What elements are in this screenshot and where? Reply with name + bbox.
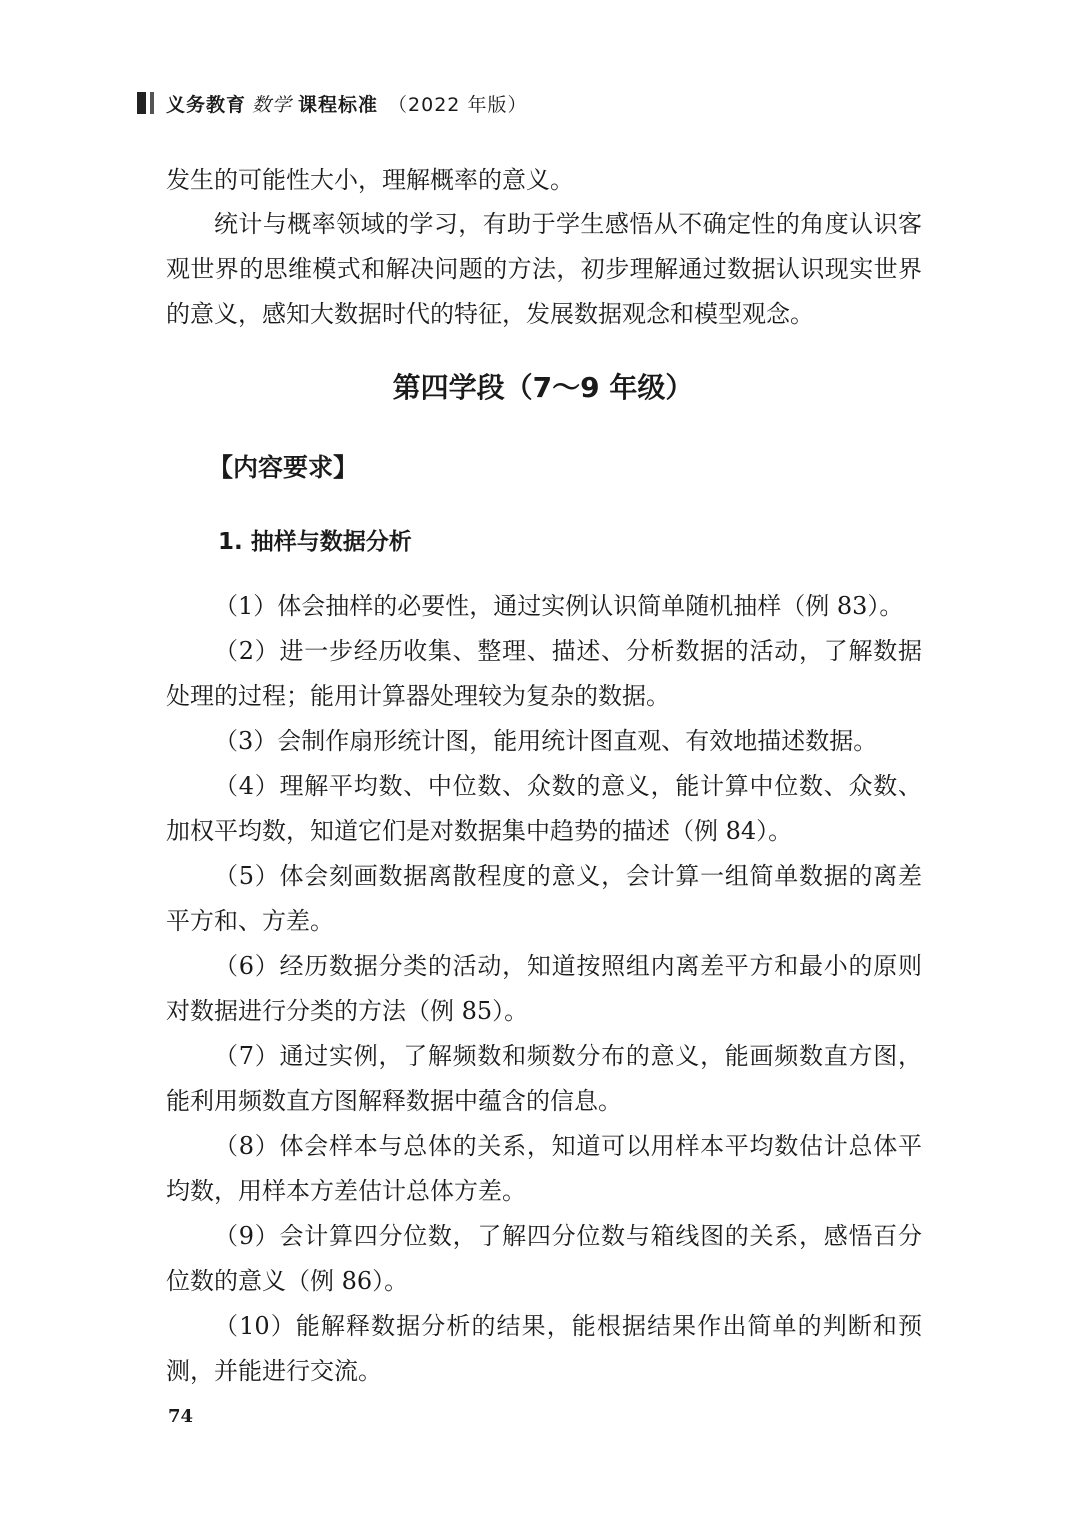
paragraph-intro: 统计与概率领域的学习，有助于学生感悟从不确定性的角度认识客观世界的思维模式和解决问题的方法，初步理解通过数据认识现实世界的意义，感知大数据时代的特征，发展数据观念和模型观念。 (166, 210, 922, 328)
list-item: （6）经历数据分类的活动，知道按照组内离差平方和最小的原则对数据进行分类的方法（例 85）。 (166, 952, 922, 1025)
list-item: （1）体会抽样的必要性，通过实例认识简单随机抽样（例 83）。 (214, 592, 904, 620)
header-title-rest: 课程标准 (298, 93, 379, 116)
list-item: （4）理解平均数、中位数、众数的意义，能计算中位数、众数、加权平均数，知道它们是对数据集中趋势的描述（例 84）。 (166, 772, 922, 845)
header-title-main: 义务教育 (166, 93, 247, 116)
requirement-list (166, 584, 922, 1394)
header-edition: （2022 年版） (388, 93, 528, 116)
running-header (137, 88, 527, 118)
list-item: （5）体会刻画数据离散程度的意义，会计算一组简单数据的离差平方和、方差。 (166, 862, 922, 935)
stage-title: 第四学段（7～9 年级） (392, 371, 694, 404)
page-number: 74 (168, 1406, 194, 1427)
list-item: （8）体会样本与总体的关系，知道可以用样本平均数估计总体平均数，用样本方差估计总体方差。 (166, 1132, 922, 1205)
list-item: （9）会计算四分位数，了解四分位数与箱线图的关系，感悟百分位数的意义（例 86）。 (166, 1222, 922, 1295)
list-item: （7）通过实例，了解频数和频数分布的意义，能画频数直方图，能利用频数直方图解释数据中蕴含的信息。 (166, 1042, 922, 1115)
subsection-title: 1. 抽样与数据分析 (218, 529, 412, 555)
header-title (166, 90, 527, 117)
paragraph-continuation: 发生的可能性大小，理解概率的意义。 (166, 166, 574, 194)
header-title-subject: 数学 (252, 93, 293, 116)
list-item: （10）能解释数据分析的结果，能根据结果作出简单的判断和预测，并能进行交流。 (166, 1312, 922, 1385)
header-bar-icon (137, 92, 154, 114)
section-label: 【内容要求】 (208, 453, 359, 482)
list-item: （3）会制作扇形统计图，能用统计图直观、有效地描述数据。 (214, 727, 878, 755)
list-item: （2）进一步经历收集、整理、描述、分析数据的活动，了解数据处理的过程；能用计算器处理较为复杂的数据。 (166, 637, 922, 710)
